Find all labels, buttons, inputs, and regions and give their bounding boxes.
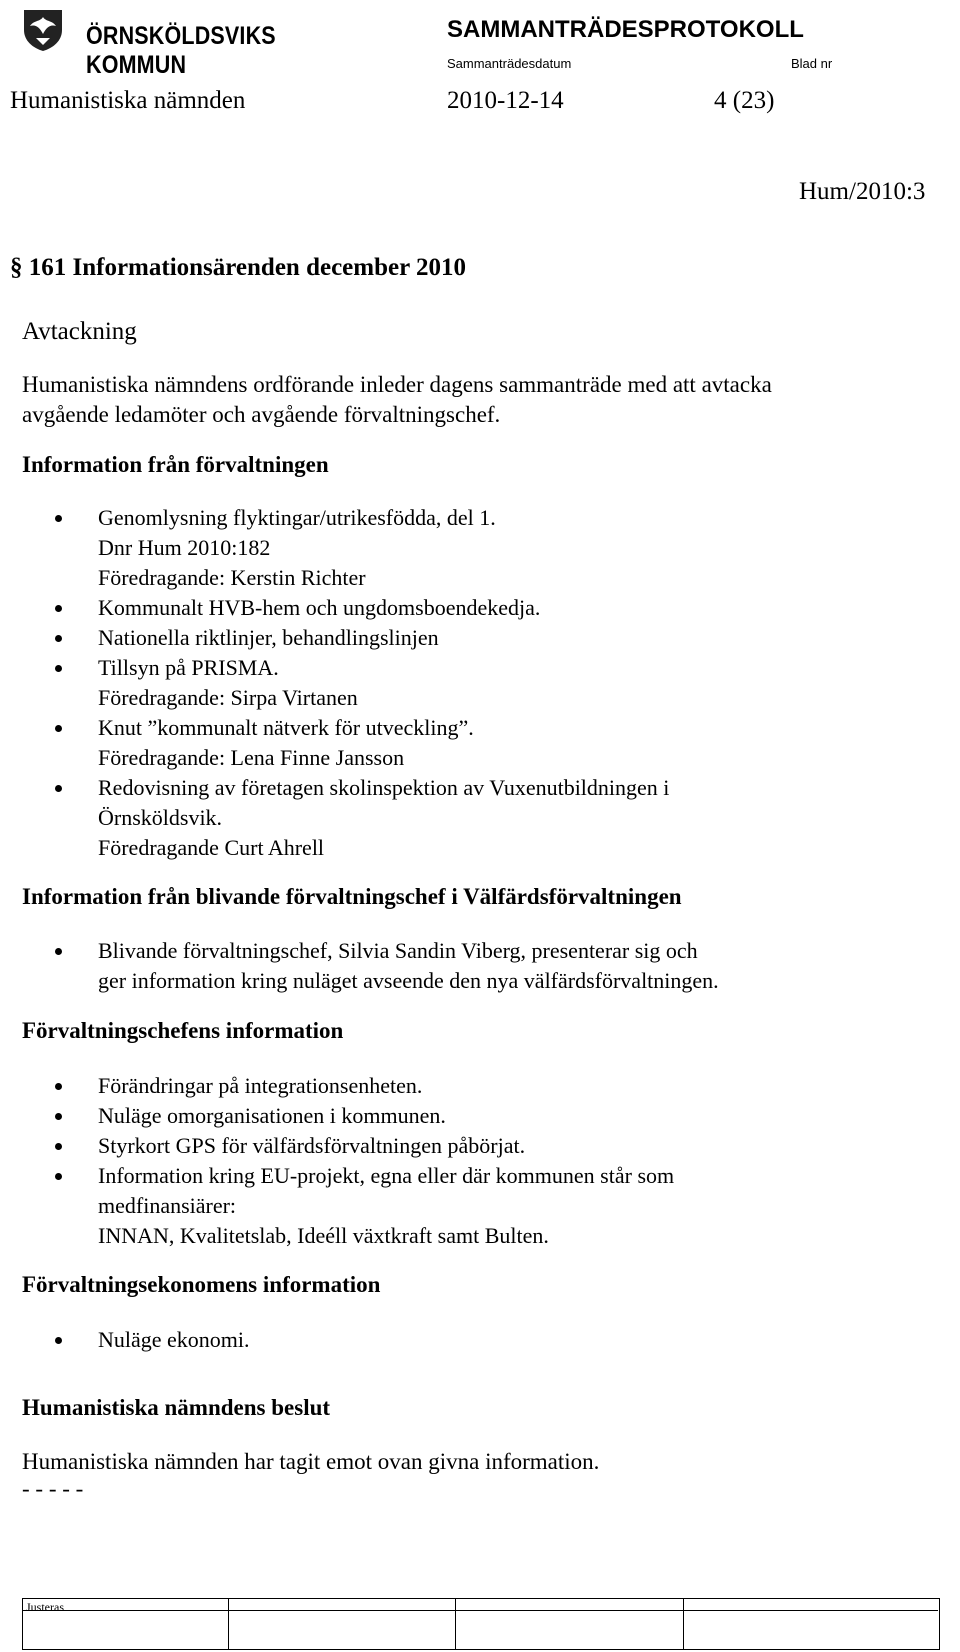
list-item <box>52 623 669 653</box>
date-label: Sammanträdesdatum <box>447 56 572 71</box>
list-item-text: Genomlysning flyktingar/utrikesfödda, del 1. <box>98 505 496 530</box>
list-item-text: Dnr Hum 2010:182 <box>98 535 271 560</box>
list-item-text: Styrkort GPS för välfärdsförvaltningen påbörjat. <box>98 1133 526 1158</box>
list-item-text: Förändringar på integrationsenheten. <box>98 1073 423 1098</box>
list-item-text: Föredragande Curt Ahrell <box>98 835 325 860</box>
bullet-icon <box>55 515 62 522</box>
avtackning-heading: Avtackning <box>22 318 137 345</box>
list-item <box>52 1101 674 1131</box>
bullet-icon <box>55 785 62 792</box>
avtackning-text <box>22 370 922 430</box>
justering-box <box>22 1598 940 1650</box>
list-item <box>52 593 669 623</box>
blivande-list <box>52 936 719 996</box>
list-item-text: Föredragande: Sirpa Virtanen <box>98 685 358 710</box>
bullet-icon <box>55 725 62 732</box>
list-item <box>52 936 719 996</box>
list-item-text: Nuläge omorganisationen i kommunen. <box>98 1103 446 1128</box>
end-marker: - - - - - <box>22 1476 84 1501</box>
bullet-icon <box>55 1083 62 1090</box>
avtackning-line: avgående ledamöter och avgående förvaltningschef. <box>22 402 501 427</box>
list-item <box>52 1131 674 1161</box>
meeting-date: 2010-12-14 <box>447 87 564 114</box>
bullet-icon <box>55 1337 62 1344</box>
bullet-icon <box>55 605 62 612</box>
list-item-text: Nationella riktlinjer, behandlingslinjen <box>98 625 439 650</box>
list-item-text: Kommunalt HVB-hem och ungdomsboendekedja. <box>98 595 541 620</box>
list-item-text: Blivande förvaltningschef, Silvia Sandin Viberg, presenterar sig och <box>98 938 698 963</box>
list-item <box>52 503 669 593</box>
beslut-heading: Humanistiska nämndens beslut <box>22 1395 331 1420</box>
chef-list <box>52 1071 674 1251</box>
list-item <box>52 653 669 713</box>
bullet-icon <box>55 1113 62 1120</box>
chef-heading: Förvaltningschefens information <box>22 1018 344 1043</box>
signature-cell <box>228 1599 229 1649</box>
info-forvaltning-heading: Information från förvaltningen <box>22 452 329 477</box>
list-item-text: Knut ”kommunalt nätverk för utveckling”. <box>98 715 474 740</box>
reference-number: Hum/2010:3 <box>799 178 926 205</box>
list-item-text: Nuläge ekonomi. <box>98 1327 250 1352</box>
signature-cell <box>683 1599 684 1649</box>
list-item-text: medfinansiärer: <box>98 1193 237 1218</box>
bullet-icon <box>55 665 62 672</box>
list-item-text: Örnsköldsvik. <box>98 805 223 830</box>
list-item <box>52 713 669 773</box>
page-number: 4 (23) <box>714 87 775 114</box>
list-item <box>52 1161 674 1251</box>
ekonom-list <box>52 1325 250 1355</box>
footer-rule <box>22 1610 938 1611</box>
list-item-text: INNAN, Kvalitetslab, Ideéll växtkraft samt Bulten. <box>98 1223 549 1248</box>
signature-cell <box>455 1599 456 1649</box>
municipality-logo <box>20 8 320 79</box>
justeras-label: Justeras <box>26 1600 64 1614</box>
list-item-text: Tillsyn på PRISMA. <box>98 655 279 680</box>
beslut-text: Humanistiska nämnden har tagit emot ovan givna information. <box>22 1449 600 1474</box>
coat-of-arms-icon <box>20 8 66 52</box>
list-item-text: Föredragande: Lena Finne Jansson <box>98 745 405 770</box>
list-item <box>52 1325 250 1355</box>
avtackning-line: Humanistiska nämndens ordförande inleder dagens sammanträde med att avtacka <box>22 372 772 397</box>
org-name: ÖRNSKÖLDSVIKS KOMMUN <box>86 22 276 79</box>
document-title: SAMMANTRÄDESPROTOKOLL <box>447 16 804 43</box>
bullet-icon <box>55 1173 62 1180</box>
bullet-icon <box>55 635 62 642</box>
info-forvaltning-list <box>52 503 669 863</box>
blivande-heading: Information från blivande förvaltningschef i Välfärdsförvaltningen <box>22 884 682 909</box>
list-item-text: Redovisning av företagen skolinspektion av Vuxenutbildningen i <box>98 775 670 800</box>
list-item-text: ger information kring nuläget avseende den nya välfärdsförvaltningen. <box>98 968 719 993</box>
list-item-text: Föredragande: Kerstin Richter <box>98 565 366 590</box>
page-label: Blad nr <box>791 56 833 71</box>
list-item <box>52 1071 674 1101</box>
ekonom-heading: Förvaltningsekonomens information <box>22 1272 381 1297</box>
list-item <box>52 773 669 863</box>
list-item-text: Information kring EU-projekt, egna eller där kommunen står som <box>98 1163 675 1188</box>
committee-name: Humanistiska nämnden <box>10 87 246 114</box>
bullet-icon <box>55 948 62 955</box>
bullet-icon <box>55 1143 62 1150</box>
section-title: § 161 Informationsärenden december 2010 <box>10 254 466 281</box>
